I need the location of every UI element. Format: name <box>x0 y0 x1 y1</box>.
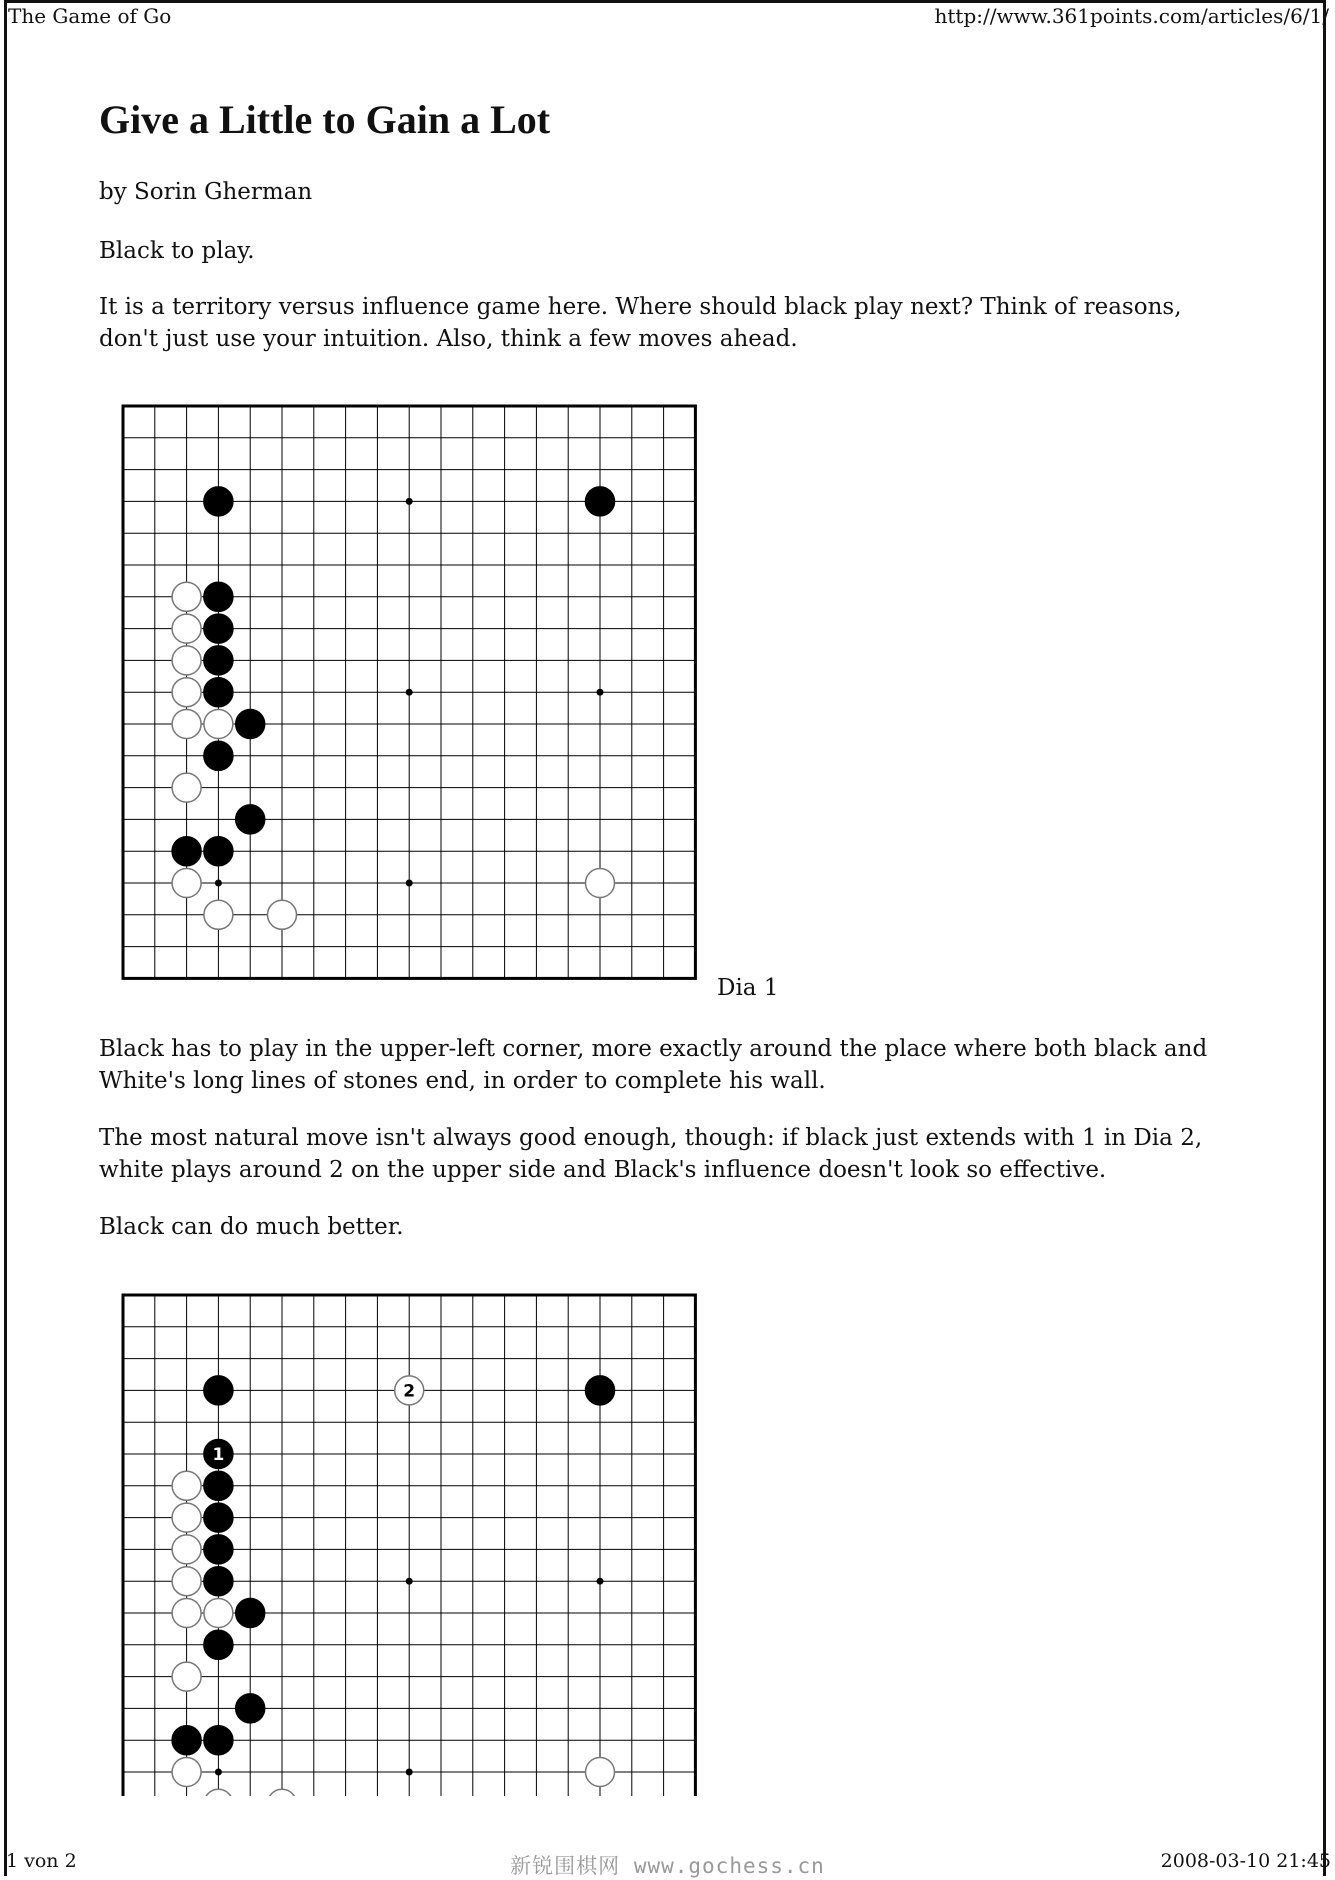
paragraph-upper-left: Black has to play in the upper-left corner, more exactly around the place where both black and White's long lines of stones end, in order to complete his wall. <box>99 1036 1208 1094</box>
black-stone <box>236 1694 265 1723</box>
black-stone <box>204 582 233 611</box>
print-header-url: http://www.361points.com/articles/6/1/ <box>934 4 1329 28</box>
star-point <box>215 1769 222 1776</box>
black-stone <box>204 1503 233 1532</box>
black-stone <box>204 1535 233 1564</box>
white-stone <box>172 869 201 898</box>
move-number-label: 2 <box>403 1381 416 1402</box>
star-point <box>406 689 413 696</box>
black-stone <box>204 1630 233 1659</box>
white-stone <box>204 1789 233 1796</box>
black-stone <box>204 1726 233 1755</box>
black-stone <box>204 1471 233 1500</box>
black-stone <box>204 678 233 707</box>
white-stone <box>172 1758 201 1787</box>
white-stone <box>172 773 201 802</box>
white-stone <box>586 1758 615 1787</box>
star-point <box>406 880 413 887</box>
diagram-1-caption: Dia 1 <box>717 975 779 1001</box>
white-stone <box>172 1535 201 1564</box>
black-stone <box>204 1376 233 1405</box>
print-header-title: The Game of Go <box>8 4 172 28</box>
go-board-diagram-1 <box>121 404 698 980</box>
white-stone <box>268 900 297 929</box>
white-stone <box>172 1471 201 1500</box>
byline: by Sorin Gherman <box>99 179 313 205</box>
black-stone <box>236 1599 265 1628</box>
black-stone <box>586 487 615 516</box>
white-stone <box>172 646 201 675</box>
black-stone <box>204 837 233 866</box>
black-stone <box>236 805 265 834</box>
white-stone <box>172 614 201 643</box>
paragraph-black-to-play: Black to play. <box>99 238 255 264</box>
black-stone <box>172 1726 201 1755</box>
white-stone <box>172 710 201 739</box>
star-point <box>406 1578 413 1585</box>
go-board-diagram-2 <box>121 1293 698 1796</box>
black-stone <box>204 646 233 675</box>
white-stone <box>172 582 201 611</box>
black-stone <box>172 837 201 866</box>
black-stone <box>586 1376 615 1405</box>
white-stone <box>204 710 233 739</box>
black-stone <box>204 1567 233 1596</box>
star-point <box>406 498 413 505</box>
white-stone <box>172 678 201 707</box>
article-title: Give a Little to Gain a Lot <box>99 97 551 142</box>
paragraph-do-better: Black can do much better. <box>99 1214 404 1240</box>
white-stone <box>172 1567 201 1596</box>
black-stone <box>204 741 233 770</box>
star-point <box>597 1578 604 1585</box>
white-stone <box>268 1789 297 1796</box>
black-stone <box>204 487 233 516</box>
site-watermark: 新锐围棋网 www.gochess.cn <box>510 1854 825 1878</box>
print-footer-page: 1 von 2 <box>6 1850 77 1872</box>
white-stone <box>172 1662 201 1691</box>
print-footer-date: 2008-03-10 21:45 <box>1160 1850 1331 1872</box>
white-stone <box>586 869 615 898</box>
star-point <box>406 1769 413 1776</box>
paragraph-intro: It is a territory versus influence game here. Where should black play next? Think of reasons, don't just use your intuition. Also, think a few moves ahead. <box>99 294 1182 352</box>
paragraph-natural-move: The most natural move isn't always good enough, though: if black just extends with 1 in Dia 2, white plays around 2 on the upper side and Black's influence doesn't look so effective. <box>99 1125 1203 1183</box>
black-stone <box>204 614 233 643</box>
go-board-diagram-2-clip <box>121 1293 698 1796</box>
white-stone <box>172 1503 201 1532</box>
white-stone <box>204 1599 233 1628</box>
move-number-label: 1 <box>212 1445 225 1465</box>
black-stone <box>236 710 265 739</box>
white-stone <box>172 1599 201 1628</box>
star-point <box>215 880 222 887</box>
star-point <box>597 689 604 696</box>
white-stone <box>204 900 233 929</box>
